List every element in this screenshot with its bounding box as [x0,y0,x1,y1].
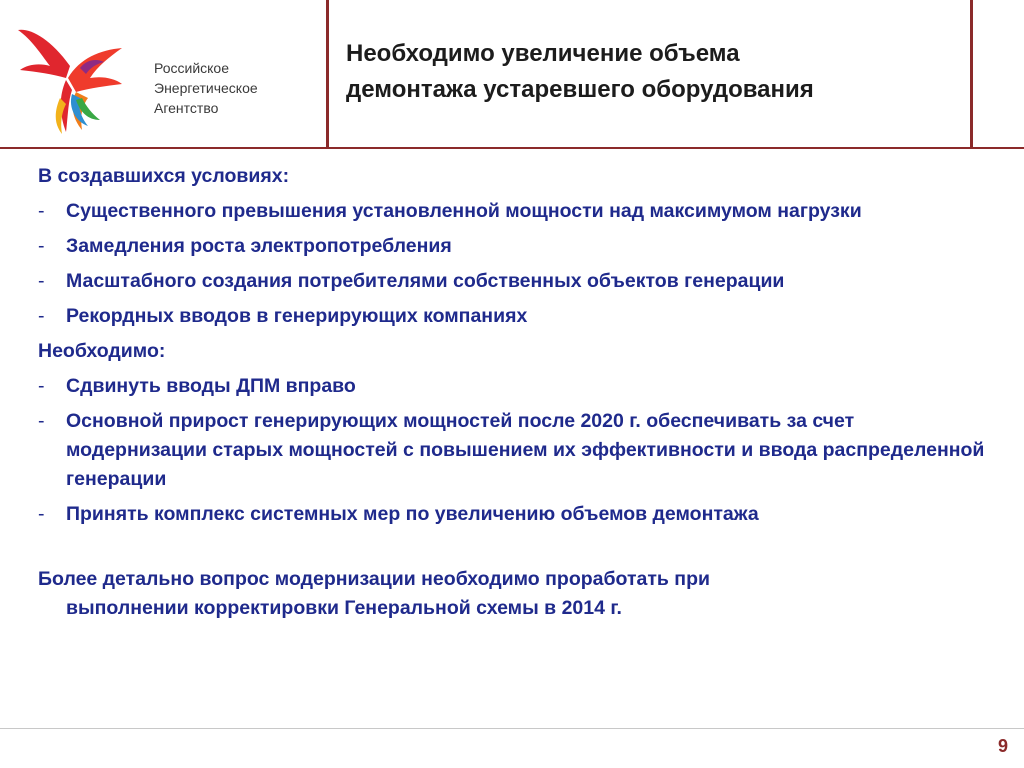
final-line: Более детально вопрос модернизации необходимо проработать при [38,568,710,590]
final-line: выполнении корректировки Генеральной схемы в 2014 г. [66,597,622,619]
bullet-marker: - [38,235,45,257]
needed-text: Основной прирост генерирующих мощностей после 2020 г. обеспечивать за счет модернизации старых мощностей с повышением их эффективности и ввода распределенной генерации [66,410,985,490]
condition-item [38,302,998,331]
logo-line: Энергетическое [154,80,258,96]
header-divider [326,0,329,148]
title-line: Необходимо увеличение объема [346,40,740,67]
logo-text [154,58,258,118]
bullet-marker: - [38,375,45,397]
bird-logo-icon [10,8,140,138]
footer-rule [0,728,1024,729]
condition-item [38,197,998,226]
logo-area [0,0,328,148]
header-divider [970,0,973,148]
title-line: демонтажа устаревшего оборудования [346,76,814,103]
bullet-marker: - [38,270,45,292]
needed-item [38,500,998,529]
final-note [38,565,998,623]
bullet-marker: - [38,200,45,222]
needed-heading: Необходимо: [38,340,166,362]
page-title [346,36,962,108]
condition-item [38,232,998,261]
header-bottom-rule [0,147,1024,149]
logo-line: Агентство [154,100,219,116]
condition-text: Масштабного создания потребителями собственных объектов генерации [66,270,785,292]
condition-text: Существенного превышения установленной мощности над максимумом нагрузки [66,200,862,222]
condition-item [38,267,998,296]
needed-item [38,372,998,401]
condition-text: Рекордных вводов в генерирующих компаниях [66,305,528,327]
condition-text: Замедления роста электропотребления [66,235,452,257]
bullet-marker: - [38,305,45,327]
bullet-marker: - [38,503,45,525]
page-number: 9 [997,736,1008,756]
needed-item [38,407,998,494]
needed-text: Сдвинуть вводы ДПМ вправо [66,375,356,397]
needed-text: Принять комплекс системных мер по увеличению объемов демонтажа [66,503,759,525]
slide-body [38,162,998,623]
conditions-heading: В создавшихся условиях: [38,165,290,187]
bullet-marker: - [38,410,45,432]
logo-line: Российское [154,60,230,76]
